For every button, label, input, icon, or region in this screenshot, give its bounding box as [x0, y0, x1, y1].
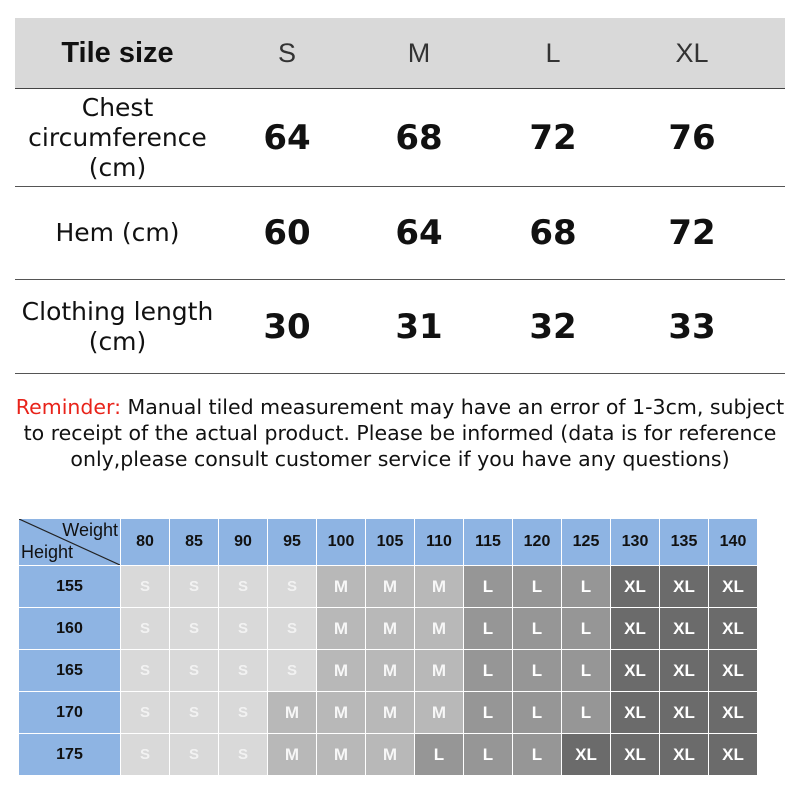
size-cell: XL: [709, 692, 758, 734]
size-cell: XL: [611, 608, 660, 650]
size-cell: L: [513, 692, 562, 734]
size-cell: S: [121, 608, 170, 650]
weight-header-9: 125: [562, 519, 611, 566]
size-cell: S: [219, 650, 268, 692]
size-cell: M: [366, 692, 415, 734]
size-cell: L: [513, 734, 562, 776]
length-label: Clothing length (cm): [21, 296, 214, 356]
size-cell: S: [219, 566, 268, 608]
size-cell: XL: [660, 608, 709, 650]
size-cell: XL: [611, 650, 660, 692]
size-cell: XL: [709, 566, 758, 608]
size-cell: S: [121, 650, 170, 692]
size-cell: S: [219, 692, 268, 734]
size-cell: XL: [611, 734, 660, 776]
grid-header-row: [19, 519, 758, 566]
chest-value-m: 68: [395, 117, 443, 158]
size-cell: M: [317, 650, 366, 692]
size-cell: XL: [709, 608, 758, 650]
reminder-prefix: Reminder:: [15, 395, 121, 419]
size-cell: XL: [660, 692, 709, 734]
size-header-l: L: [545, 37, 561, 68]
weight-header-10: 130: [611, 519, 660, 566]
weight-header-11: 135: [660, 519, 709, 566]
size-cell: L: [464, 692, 513, 734]
size-cell: L: [513, 566, 562, 608]
length-value-s: 30: [263, 306, 311, 347]
size-cell: L: [415, 734, 464, 776]
weight-header-6: 110: [415, 519, 464, 566]
size-cell: L: [562, 650, 611, 692]
size-cell: M: [317, 608, 366, 650]
chest-value-xl: 76: [668, 117, 716, 158]
size-cell: XL: [562, 734, 611, 776]
size-table-header-label: Tile size: [61, 37, 174, 69]
grid-row: [19, 608, 758, 650]
size-cell: M: [317, 692, 366, 734]
size-cell: M: [366, 608, 415, 650]
size-cell: S: [268, 608, 317, 650]
size-cell: M: [366, 566, 415, 608]
chest-value-l: 72: [529, 117, 577, 158]
size-cell: S: [121, 566, 170, 608]
length-value-m: 31: [395, 306, 443, 347]
size-cell: L: [562, 608, 611, 650]
chest-row: [15, 89, 785, 187]
size-cell: M: [268, 734, 317, 776]
size-cell: S: [121, 692, 170, 734]
size-cell: M: [366, 734, 415, 776]
size-cell: S: [170, 650, 219, 692]
size-cell: XL: [660, 566, 709, 608]
size-table: [15, 18, 785, 374]
height-header-0: 155: [19, 566, 121, 608]
hem-value-xl: 72: [668, 213, 716, 253]
weight-header-3: 95: [268, 519, 317, 566]
size-table-header: [15, 18, 785, 89]
height-header-2: 165: [19, 650, 121, 692]
size-cell: S: [170, 692, 219, 734]
chest-label: Chest circumference (cm): [28, 92, 207, 182]
size-cell: L: [513, 608, 562, 650]
size-cell: L: [562, 566, 611, 608]
size-header-xl: XL: [675, 37, 709, 68]
size-cell: M: [317, 734, 366, 776]
size-cell: XL: [660, 650, 709, 692]
corner-height-label: Height: [21, 542, 74, 562]
weight-height-grid: [18, 518, 758, 776]
weight-header-7: 115: [464, 519, 513, 566]
grid-row: [19, 650, 758, 692]
grid-row: [19, 566, 758, 608]
size-header-m: M: [407, 37, 431, 68]
hem-value-m: 64: [395, 213, 443, 253]
size-cell: S: [268, 650, 317, 692]
height-header-1: 160: [19, 608, 121, 650]
height-header-3: 170: [19, 692, 121, 734]
reminder-text: Manual tiled measurement may have an error of 1-3cm, subject to receipt of the actual product. Please be informed (data is for reference only,please consult customer service if you have any questions): [23, 395, 785, 471]
size-cell: M: [415, 692, 464, 734]
weight-header-4: 100: [317, 519, 366, 566]
weight-header-0: 80: [121, 519, 170, 566]
hem-value-l: 68: [529, 213, 577, 253]
weight-header-8: 120: [513, 519, 562, 566]
size-cell: S: [121, 734, 170, 776]
size-cell: S: [219, 608, 268, 650]
size-cell: L: [513, 650, 562, 692]
size-cell: XL: [611, 566, 660, 608]
weight-header-1: 85: [170, 519, 219, 566]
size-cell: M: [415, 608, 464, 650]
size-cell: M: [366, 650, 415, 692]
hem-label: Hem (cm): [55, 218, 180, 247]
size-cell: M: [268, 692, 317, 734]
size-cell: M: [317, 566, 366, 608]
size-cell: XL: [709, 734, 758, 776]
size-cell: L: [562, 692, 611, 734]
size-cell: XL: [660, 734, 709, 776]
size-cell: L: [464, 608, 513, 650]
length-value-xl: 33: [668, 306, 716, 347]
size-cell: M: [415, 566, 464, 608]
size-cell: XL: [709, 650, 758, 692]
grid-corner: [19, 519, 121, 566]
size-cell: M: [415, 650, 464, 692]
size-cell: L: [464, 734, 513, 776]
size-cell: L: [464, 566, 513, 608]
size-cell: S: [219, 734, 268, 776]
size-cell: S: [170, 566, 219, 608]
size-cell: XL: [611, 692, 660, 734]
size-cell: S: [170, 734, 219, 776]
weight-header-2: 90: [219, 519, 268, 566]
height-header-4: 175: [19, 734, 121, 776]
length-row: [15, 280, 785, 374]
grid-row: [19, 692, 758, 734]
size-cell: S: [268, 566, 317, 608]
reminder-note: [10, 394, 790, 472]
hem-row: [15, 187, 785, 280]
weight-header-5: 105: [366, 519, 415, 566]
hem-value-s: 60: [263, 213, 311, 253]
length-value-l: 32: [529, 306, 577, 347]
corner-weight-label: Weight: [62, 520, 118, 540]
grid-row: [19, 734, 758, 776]
weight-header-12: 140: [709, 519, 758, 566]
size-header-s: S: [277, 37, 296, 68]
chest-value-s: 64: [263, 117, 311, 158]
size-cell: S: [170, 608, 219, 650]
size-cell: L: [464, 650, 513, 692]
